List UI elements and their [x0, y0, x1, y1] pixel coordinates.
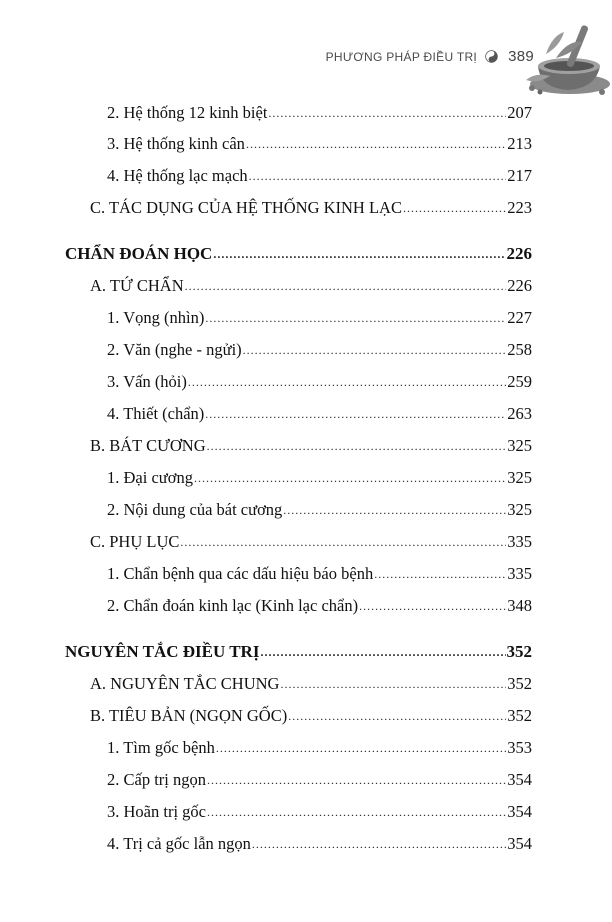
toc-page: 352	[507, 706, 532, 725]
leader-dots	[216, 738, 506, 758]
toc-page: 226	[507, 276, 532, 295]
leader-dots	[188, 372, 506, 392]
toc-label: 1. Chẩn bệnh qua các dấu hiệu báo bệnh	[107, 564, 374, 583]
toc-label: 2. Văn (nghe - ngửi)	[107, 340, 242, 359]
toc-page: 325	[507, 468, 532, 487]
toc-label: 2. Chẩn đoán kinh lạc (Kinh lạc chẩn)	[107, 596, 359, 615]
toc-label: B. TIÊU BẢN (NGỌN GỐC)	[90, 706, 288, 725]
toc-page: 223	[507, 198, 532, 217]
herb-mortar-illustration	[516, 14, 612, 106]
toc-label: 2. Nội dung của bát cương	[107, 500, 283, 519]
toc-label: 3. Hoãn trị gốc	[107, 802, 206, 821]
toc-page: 213	[507, 134, 532, 153]
toc-label: 1. Vọng (nhìn)	[107, 308, 205, 327]
leader-dots	[180, 532, 506, 552]
leader-dots	[207, 436, 507, 456]
toc-label: 3. Hệ thống kinh cân	[107, 134, 245, 153]
toc-entry	[107, 130, 532, 154]
toc-label: 4. Hệ thống lạc mạch	[107, 166, 248, 185]
leader-dots	[194, 468, 506, 488]
toc-page: 352	[506, 642, 532, 661]
toc-entry	[107, 830, 532, 854]
toc-page: 335	[507, 564, 532, 583]
toc-page: 325	[507, 436, 532, 455]
toc-entry	[107, 464, 532, 488]
toc-label: A. NGUYÊN TẮC CHUNG	[90, 674, 280, 693]
toc-entry	[90, 272, 532, 296]
toc-entry	[107, 734, 532, 758]
leader-dots	[283, 500, 506, 520]
toc-entry	[107, 592, 532, 616]
toc-label: 1. Đại cương	[107, 468, 193, 487]
leader-dots	[207, 770, 506, 790]
toc-page: 354	[507, 834, 532, 853]
toc-entry	[90, 432, 532, 456]
toc-label: A. TỨ CHẨN	[90, 276, 184, 295]
toc-page: 325	[507, 500, 532, 519]
toc-entry	[107, 560, 532, 584]
toc-label: 3. Vấn (hỏi)	[107, 372, 187, 391]
toc-page: 258	[507, 340, 532, 359]
toc-section-heading	[65, 240, 532, 264]
leader-dots	[185, 276, 507, 296]
toc-entry	[107, 336, 532, 360]
leader-dots	[403, 198, 506, 218]
toc-page: 352	[507, 674, 532, 693]
toc-entry	[107, 798, 532, 822]
toc-label: CHẨN ĐOÁN HỌC	[65, 244, 213, 263]
toc-label: 1. Tìm gốc bệnh	[107, 738, 215, 757]
toc-page: 263	[507, 404, 532, 423]
toc-page: 348	[507, 596, 532, 615]
toc-label: C. TÁC DỤNG CỦA HỆ THỐNG KINH LẠC	[90, 198, 402, 217]
toc-section-heading	[65, 638, 532, 662]
toc-page: 354	[507, 802, 532, 821]
toc-entry	[107, 162, 532, 186]
toc-entry	[90, 194, 532, 218]
toc-entry	[107, 99, 532, 123]
toc-page: 207	[507, 103, 532, 122]
toc-page: 353	[507, 738, 532, 757]
toc-label: C. PHỤ LỤC	[90, 532, 180, 551]
leader-dots	[246, 134, 506, 154]
leader-dots	[213, 244, 505, 264]
leader-dots	[374, 564, 506, 584]
toc-page: 227	[507, 308, 532, 327]
toc-entry	[107, 400, 532, 424]
toc-page: 259	[507, 372, 532, 391]
toc-entry	[107, 304, 532, 328]
toc-label: NGUYÊN TẮC ĐIỀU TRỊ	[65, 642, 260, 661]
header-title: PHƯƠNG PHÁP ĐIỀU TRỊ	[325, 49, 478, 64]
leader-dots	[205, 308, 506, 328]
leader-dots	[249, 166, 507, 186]
leader-dots	[268, 103, 506, 123]
toc-entry	[107, 766, 532, 790]
toc-entry	[90, 670, 532, 694]
toc-page: 354	[507, 770, 532, 789]
leader-dots	[252, 834, 506, 854]
toc-label: 2. Cấp trị ngọn	[107, 770, 206, 789]
leader-dots	[207, 802, 506, 822]
leader-dots	[205, 404, 506, 424]
page-number: 389	[508, 48, 534, 65]
toc-page: 335	[507, 532, 532, 551]
leader-dots	[260, 642, 505, 662]
toc-label: 4. Thiết (chẩn)	[107, 404, 205, 423]
toc-entry	[90, 528, 532, 552]
toc-label: 2. Hệ thống 12 kinh biệt	[107, 103, 268, 122]
toc-entry	[90, 702, 532, 726]
leader-dots	[288, 706, 506, 726]
yin-yang-icon	[485, 50, 498, 63]
toc-page: 226	[506, 244, 532, 263]
toc-entry	[107, 368, 532, 392]
leader-dots	[359, 596, 506, 616]
toc-label: B. BÁT CƯƠNG	[90, 436, 206, 455]
leader-dots	[280, 674, 506, 694]
toc-page: 217	[507, 166, 532, 185]
toc-entry	[107, 496, 532, 520]
toc-label: 4. Trị cả gốc lẫn ngọn	[107, 834, 251, 853]
leader-dots	[243, 340, 507, 360]
running-header	[326, 48, 534, 65]
